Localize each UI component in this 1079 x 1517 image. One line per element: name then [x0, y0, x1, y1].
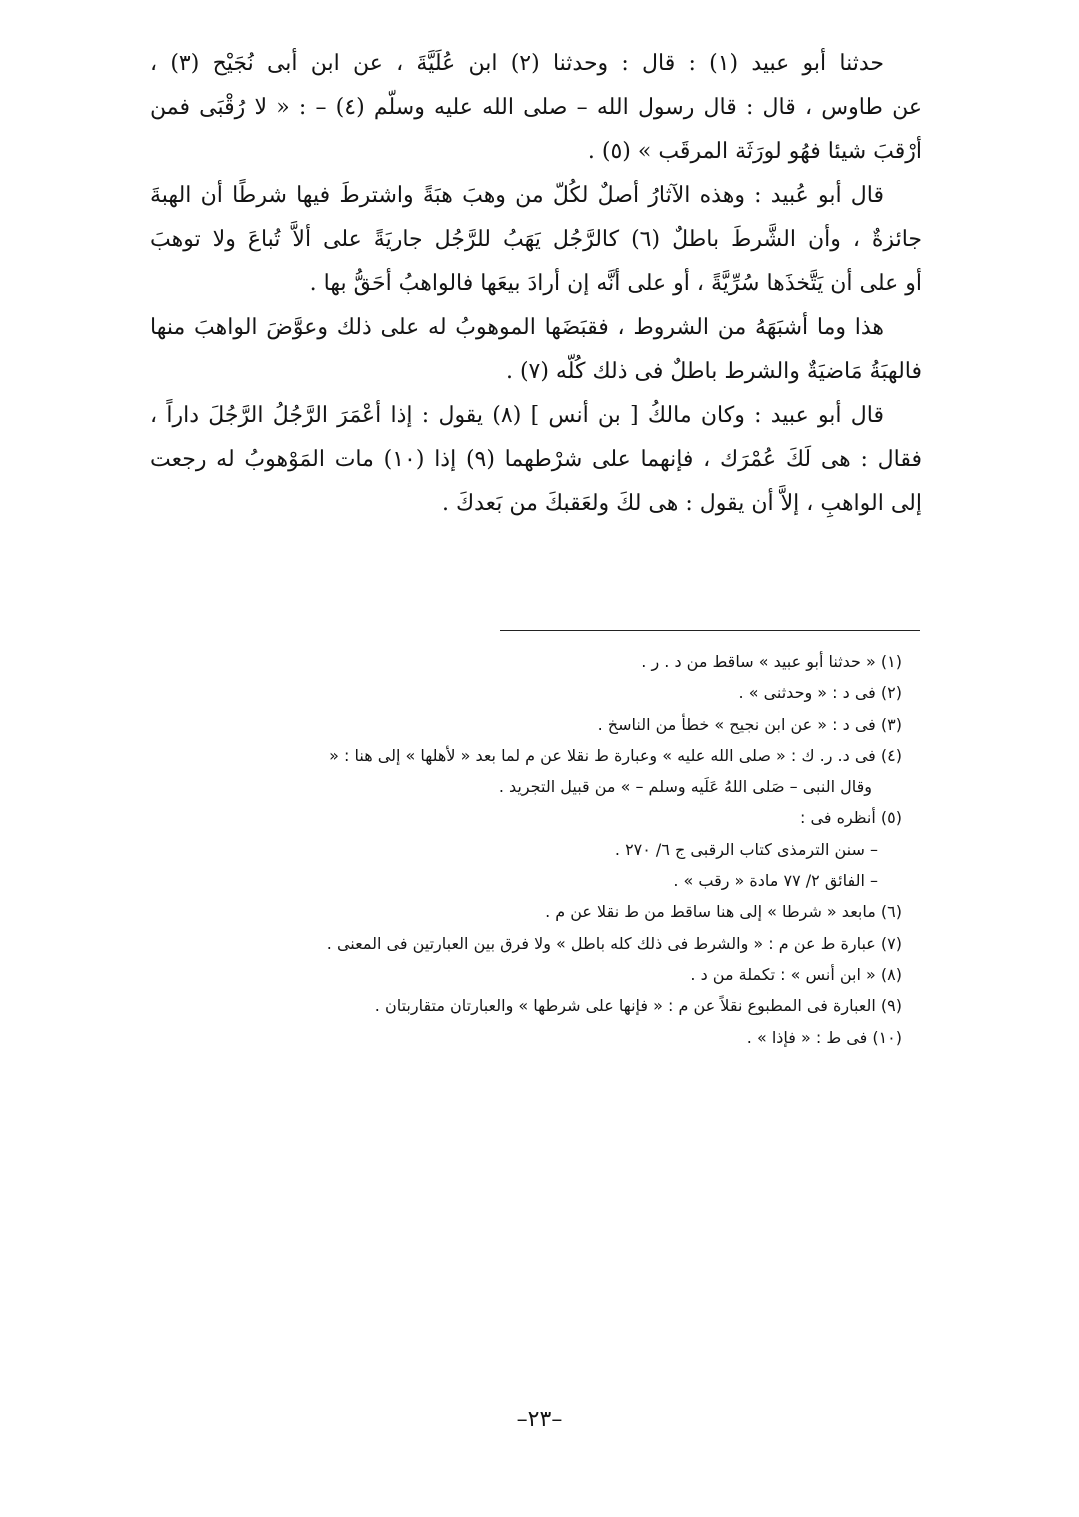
body-line: حدثنا أبو عبيد (١) : قال : وحدثنا (٢) ابن عُلَيَّةَ ، عن ابن أبى نُجَيْح (٣) ، [150, 51, 884, 76]
body-line: أو على أن يَتَّخذَها سُرِّيَّةً ، أو على أنَّه إن أرادَ بيعَها فالواهبُ أحَقُّ بها . [309, 271, 922, 296]
body-line: عن طاوس ، قال : قال رسول الله – صلى الله عليه وسلّم (٤) – : « لا رُقْبَى فمن [150, 95, 922, 120]
footnote: (١) « حدثنا أبو عبيد » ساقط من د . ر . [641, 652, 902, 671]
footnote-separator [500, 630, 920, 631]
body-line: فالهبَةُ مَاضيَةٌ والشرط باطلٌ فى ذلك كُلّه (٧) . [505, 359, 922, 384]
footnote: (٥) أنظره فى : [800, 808, 902, 828]
footnote: (١٠) فى ط : « فإذا » . [746, 1027, 902, 1047]
footnote: – الفائق ٢/ ٧٧ مادة « رقب » . [673, 871, 878, 891]
body-line: قال أبو عبيد : وكان مالكُ [ بن أنس ] (٨) يقول : إذا أعْمَرَ الرَّجُلُ الرَّجُلَ داراً ، [150, 403, 884, 428]
body-line: جائزةٌ ، وأن الشَّرطَ باطلٌ (٦) كالرَّجُل يَهَبُ للرَّجُل جاريَةً على ألاَّ تُباعَ ولا توهبَ [150, 227, 922, 252]
main-text [150, 42, 922, 526]
page-number: –٢٣– [516, 1407, 563, 1432]
footnote: – سنن الترمذى كتاب الرقبى ج ٦/ ٢٧٠ . [614, 839, 878, 859]
footnotes [150, 646, 902, 1053]
body-line: أرْقبَ شيئا فهُو لورَثَة المرقَب » (٥) . [587, 139, 922, 164]
body-line: هذا وما أشبَهَهُ من الشروط ، فقبَضَها الموهوبُ له على ذلك وعوَّضَ الواهبَ منها [150, 315, 884, 340]
footnote: وقال النبى – صَلى اللهُ عَلَيه وسلم – » من قبيل التجريد . [498, 777, 872, 797]
footnote: (٤) فى د. ر. ك : « صلى الله عليه » وعبارة ط نقلا عن م لما بعد « لأهلها » إلى هنا : « [329, 745, 902, 765]
footnote: (٣) فى د : « عن ابن نجيح » خطأ من الناسخ . [597, 714, 902, 734]
body-line: إلى الواهبِ ، إلاَّ أن يقول : هى لكَ ولعَقبكَ من بَعدكَ . [442, 491, 922, 516]
footnote: (٦) مابعد « شرطا » إلى هنا ساقط من ط نقلا عن م . [545, 902, 902, 922]
footnote: (٢) فى د : « وحدثنى » . [738, 683, 902, 703]
footnote: (٨) « ابن أنس » : تكملة من د . [690, 964, 902, 984]
body-line: فقال : هى لَكَ عُمْرَك ، فإنهما على شرْطهما (٩) إذا (١٠) مات المَوْهوبُ له رجعت [150, 447, 922, 472]
body-line: قال أبو عُبيد : وهذه الآثارُ أصلٌ لكُلّ من وهبَ هبَةً واشترطَ فيها شرطًا أن الهبةَ [150, 183, 884, 208]
footnote: (٧) عبارة ط عن م : « والشرط فى ذلك كله باطل » ولا فرق بين العبارتين فى المعنى . [326, 933, 902, 953]
footnote: (٩) العبارة فى المطبوع نقلاً عن م : « فإنها على شرطها » والعبارتان متقاربتان . [374, 996, 902, 1016]
